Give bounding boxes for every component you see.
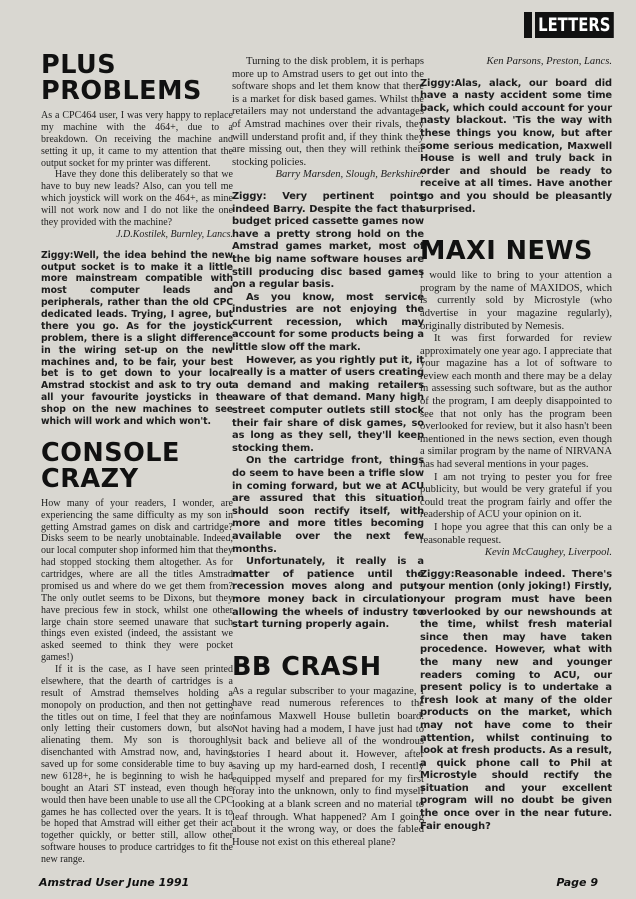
letter-paragraph: I hope you agree that this can only be a reasonable request.: [420, 522, 612, 546]
section-tab-label: LETTERS: [535, 12, 614, 38]
letter-paragraph: I am not trying to pester you for free publicity, but would be very grateful if you could treat the program fairly and offer the readership of ACU your opinion on it.: [420, 471, 612, 521]
tab-block-left: [524, 12, 532, 38]
editor-reply: Ziggy: Very pertinent points indeed Barry. Despite the fact that budget priced cassette games now have a pretty strong hold on the Amstrad games market, most of the big name software houses are still producing disc based games on a regular basis.: [232, 190, 424, 291]
letter-paragraph: As a CPC464 user, I was very happy to replace my machine with the 464+, due to a breakdown. On receiving the machine and setting it up, it came to my attention that the output socket for my printer was different.: [41, 110, 233, 169]
footer-page-number: Page 9: [556, 876, 598, 889]
editor-reply: As you know, most service industries are not enjoying the current recession, which may account for some products being a little slow off the mark.: [232, 291, 424, 354]
letter-signature: J.D.Kostilek, Burnley, Lancs.: [116, 228, 233, 240]
editor-reply: Unfortunately, it really is a matter of patience until the recession moves along and puts more money back in circulation, allowing the wheels of industry to start turning properly again.: [232, 556, 424, 631]
column-3: [420, 56, 612, 833]
letter-signature: Kevin McCaughey, Liverpool.: [484, 547, 612, 559]
bb-crash-heading: [232, 651, 424, 682]
plus-problems-heading: [41, 52, 233, 104]
letter-signature: Ken Parsons, Preston, Lancs.: [486, 56, 612, 67]
letter-paragraph: Turning to the disk problem, it is perhaps more up to Amstrad users to get out into the software shops and let them know that there is a market for disk based games. Whilst the retailers may not understand the advantages of Amstrad machines over their rivals, they will understand profit and, if they think they are missing out, then they will rethink their stocking policies.: [232, 56, 424, 168]
heading-line: PROBLEMS: [41, 76, 202, 106]
column-1: [41, 52, 233, 866]
letter-paragraph: It was first forwarded for review approximately one year ago. I appreciate that your magazine has a lot of software to review each month and there may be a delay in assessing such software, but as the author of the program, I am deeply disappointed to see that not only has the program been overlooked for review, but it also hasn't been mentioned in the news section, even though a similar program by the name of NIRVANA has had several mentions in your pages.: [420, 333, 612, 471]
editor-reply: Ziggy:Alas, alack, our board did have a nasty accident some time back, which could account for your nasty blackout. 'Tis the way with these things you know, but after some serious medication, Maxwell House is well and truly back in order and should be ready to receive at all times. Have another go and you should be pleasantly surprised.: [420, 77, 612, 215]
letter-paragraph: If it is the case, as I have seen printed elsewhere, that the dearth of cartridges is a result of Amstrad themselves holding a monopoly on production, and then not getting the titles out on time, I feel that they are not only letting their customers down, but also alienating them. My son is thoroughly disenchanted with Amstrad now, and, having saved up for some considerable time to buy a new 6128+, he is beginning to wish he had bought an Atari ST instead, even though he would then have been unable to use all the CPC games he has collected over the years. It is to be hoped that Amstrad will either get their act together quickly, or better still, allow other software houses to produce cartridges to fit the new range.: [41, 664, 233, 865]
editor-reply: Ziggy:Well, the idea behind the new output socket is to make it a little more mainstream compatible with most computer leads and peripherals, rather than the old CPC dedicated leads. Trying, I agree, but there you go. As for the joystick problem, there is a slight difference in the wiring set-up on the new machines and, to be fair, your best bet is to get down to your local Amstrad stockist and ask to try out all your favourite joysticks in the shop on the new machines to see which will work and which won't.: [41, 249, 233, 427]
letter-paragraph: As a regular subscriber to your magazine, I have read numerous references to the infamous Maxwell House bulletin board. Not having had a modem, I have just had to sit back and believe all of the wondrous stories I heard about it. However, after saving up my hard-earned dosh, I recently equipped myself and prepared for my first foray into the unknown, only to find myself looking at a blank screen and no material to leaf through. What happened? Am I going about it the wrong way, or does the fabled House not exist on this ethereal plane?: [232, 685, 424, 848]
editor-reply: On the cartridge front, things do seem to have been a trifle slow in coming forward, but we at ACU are assured that this situation should soon rectify itself, with more and more titles becoming available over the next few months.: [232, 455, 424, 555]
heading-line: BB CRASH: [232, 651, 382, 682]
maxi-news-heading: [420, 236, 612, 267]
editor-reply: Ziggy:Reasonable indeed. There's your mention (only joking!) Firstly, your program must have been overlooked by our newshounds at the time, whilst fresh material since then may have taken procedence. However, what with the many new and younger readers coming to ACU, our present policy is to undertake a fresh look at many of the older products on the market, which may not have come to their attention, whilst continuing to look at fresh products. As a result, a quick phone call to Phil at Microstyle should rectify the situation and your excellent program will no doubt be given the once over in the near future. Fair enough?: [420, 568, 612, 832]
heading-line: CRAZY: [41, 463, 139, 494]
footer-issue: Amstrad User June 1991: [39, 876, 190, 889]
column-2: [232, 56, 424, 849]
editor-reply: However, as you rightly put it, it really is a matter of users creating a demand and making retailers aware of that demand. Many high street computer outlets still stock their fair share of disk games, so as long as they sell, they'll keep stocking them.: [232, 354, 424, 454]
heading-line: MAXI NEWS: [420, 236, 593, 267]
heading-line: CONSOLE: [41, 437, 180, 468]
letter-signature: Barry Marsden, Slough, Berkshire.: [275, 169, 424, 181]
section-tab: [524, 12, 622, 38]
console-crazy-heading: [41, 437, 233, 494]
heading-line: PLUS: [41, 50, 117, 80]
letter-paragraph: How many of your readers, I wonder, are experiencing the same difficulty as my son in getting Amstrad games on disk and cartridge? Disks seem to be nearly unobtainable. Indeed, our local computer shop informed him that they had stopped stocking them altogether. As for cartridges, where are all the titles Amstrad promised us and where do we get them from? The only outlet seems to be Dixons, but they have precious few in stock, whilst one other large chain store seemed unaware that such things even existed (indeed, the assistant we asked seemed to think they were pocket games!): [41, 497, 233, 664]
letter-paragraph: Have they done this deliberately so that we have to buy new leads? Also, can you tell me which joystick will work on the 464+, as mine will not work now and I do not like the one they provided with the machine?: [41, 169, 233, 228]
letter-paragraph: I would like to bring to your attention a program by the name of MAXIDOS, which is currently sold by Microstyle (who advertise in your magazine regularly), originally distributed by Nemesis.: [420, 270, 612, 332]
